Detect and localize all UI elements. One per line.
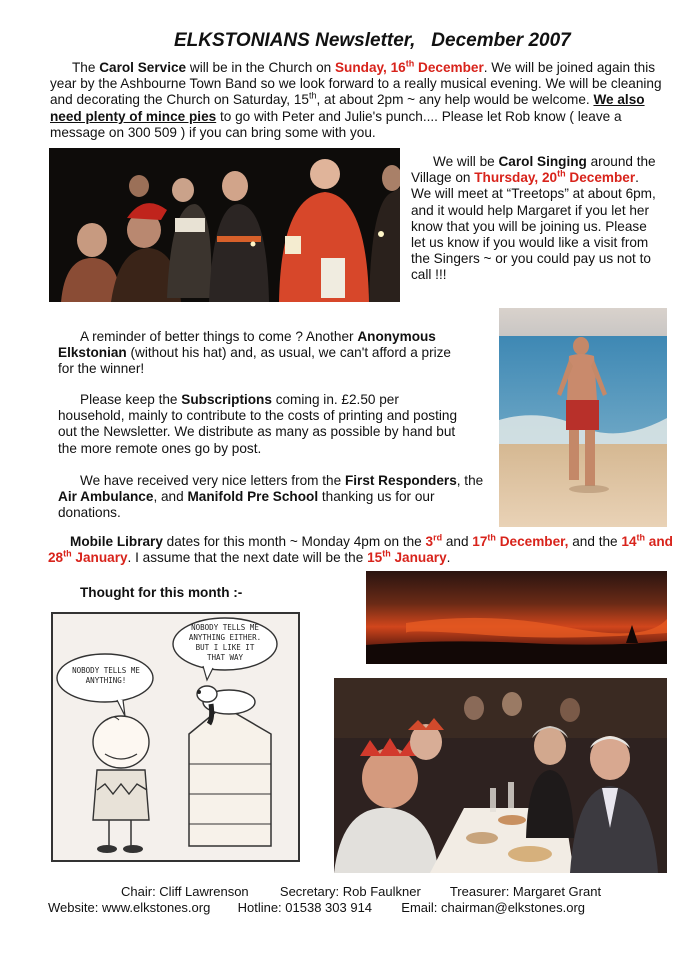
anonymous-elkstonian-photo bbox=[499, 308, 667, 527]
footer-hotline: Hotline: 01538 303 914 bbox=[237, 900, 373, 915]
carol-service-label: Carol Service bbox=[99, 60, 187, 75]
beach-walker-illustration bbox=[499, 308, 667, 527]
footer-chair: Chair: Cliff Lawrenson bbox=[121, 884, 249, 899]
carol-singing-label: Carol Singing bbox=[498, 154, 587, 169]
cartoon-bubble-left: NOBODY TELLS ME ANYTHING! bbox=[72, 666, 140, 685]
manifold-pre-school-label: Manifold Pre School bbox=[187, 489, 319, 505]
letters-paragraph: We have received very nice letters from the First Responders, the Air Ambulance, and Manifold Pre School thanking us for our donations. bbox=[58, 473, 484, 521]
footer-email[interactable]: Email: chairman@elkstones.org bbox=[401, 900, 586, 915]
subscriptions-label: Subscriptions bbox=[181, 392, 272, 407]
dinner-party-illustration bbox=[334, 678, 667, 873]
footer-officers bbox=[121, 884, 601, 899]
footer-contacts bbox=[48, 900, 585, 915]
carol-singers-photo bbox=[49, 148, 400, 302]
carol-service-date: Sunday, 16th December bbox=[334, 58, 484, 75]
footer-secretary: Secretary: Rob Faulkner bbox=[279, 884, 421, 899]
air-ambulance-label: Air Ambulance bbox=[58, 489, 154, 505]
mince-pies-request: We also need plenty of mince pies bbox=[50, 92, 645, 124]
first-responders-label: First Responders bbox=[344, 473, 457, 488]
anonymous-elkstonian-label: Anonymous Elkstonian bbox=[58, 329, 436, 361]
carol-singers-illustration bbox=[49, 148, 400, 302]
mobile-library-label: Mobile Library bbox=[70, 534, 163, 549]
carol-singing-date: Thursday, 20th December bbox=[474, 168, 636, 186]
sunset-illustration bbox=[366, 571, 667, 664]
footer-website[interactable]: Website: www.elkstones.org bbox=[48, 900, 211, 915]
footer-treasurer: Treasurer: Margaret Grant bbox=[449, 884, 602, 899]
subscriptions-paragraph: Please keep the Subscriptions coming in. £2.50 per household, mainly to contribute to the costs of printing and posting out the Newsletter. We distribute as many as possible by hand but the more remote ones go by post. bbox=[58, 392, 457, 456]
mobile-library-paragraph: Mobile Library dates for this month ~ Monday 4pm on the 3rd and 17th December, and the 14th and 28th January. I assume that the next date will be the 15th January. bbox=[48, 532, 673, 566]
peanuts-cartoon bbox=[51, 612, 300, 862]
reminder-paragraph: A reminder of better things to come ? Another Anonymous Elkstonian (without his hat) and, as usual, we can't afford a prize for the winner! bbox=[58, 329, 451, 377]
dinner-party-photo bbox=[334, 678, 667, 873]
sunset-photo bbox=[366, 571, 667, 664]
newsletter-name: ELKSTONIANS Newsletter, bbox=[174, 30, 416, 51]
newsletter-date: December 2007 bbox=[431, 30, 571, 51]
thought-label: Thought for this month :- bbox=[80, 585, 243, 600]
carol-singing-paragraph: We will be Carol Singing around the Village on Thursday, 20th December. We will meet at “Treetops” at about 6pm, and it would help Margaret if you let her know that you will be joining us. Please let us know if you would like a visit from the Singers ~ or you could pay us not to call !!! bbox=[411, 154, 656, 283]
cartoon-bubble-right: NOBODY TELLS ME ANYTHING EITHER. BUT I LIKE IT THAT WAY bbox=[188, 623, 262, 662]
carol-service-paragraph: The Carol Service will be in the Church on Sunday, 16th December. We will be joined again this year by the Ashbourne Town Band so we look forward to a really musical evening. We will be cleaning and decorating the Church on Saturday, 15th, at about 2pm ~ any help would be welcome. We also need plenty of mince pies to go with Peter and Julie's punch.... Please let Rob know ( leave a message on 300 509 ) if you can bring some with you. bbox=[50, 58, 662, 140]
page-title bbox=[174, 30, 571, 52]
